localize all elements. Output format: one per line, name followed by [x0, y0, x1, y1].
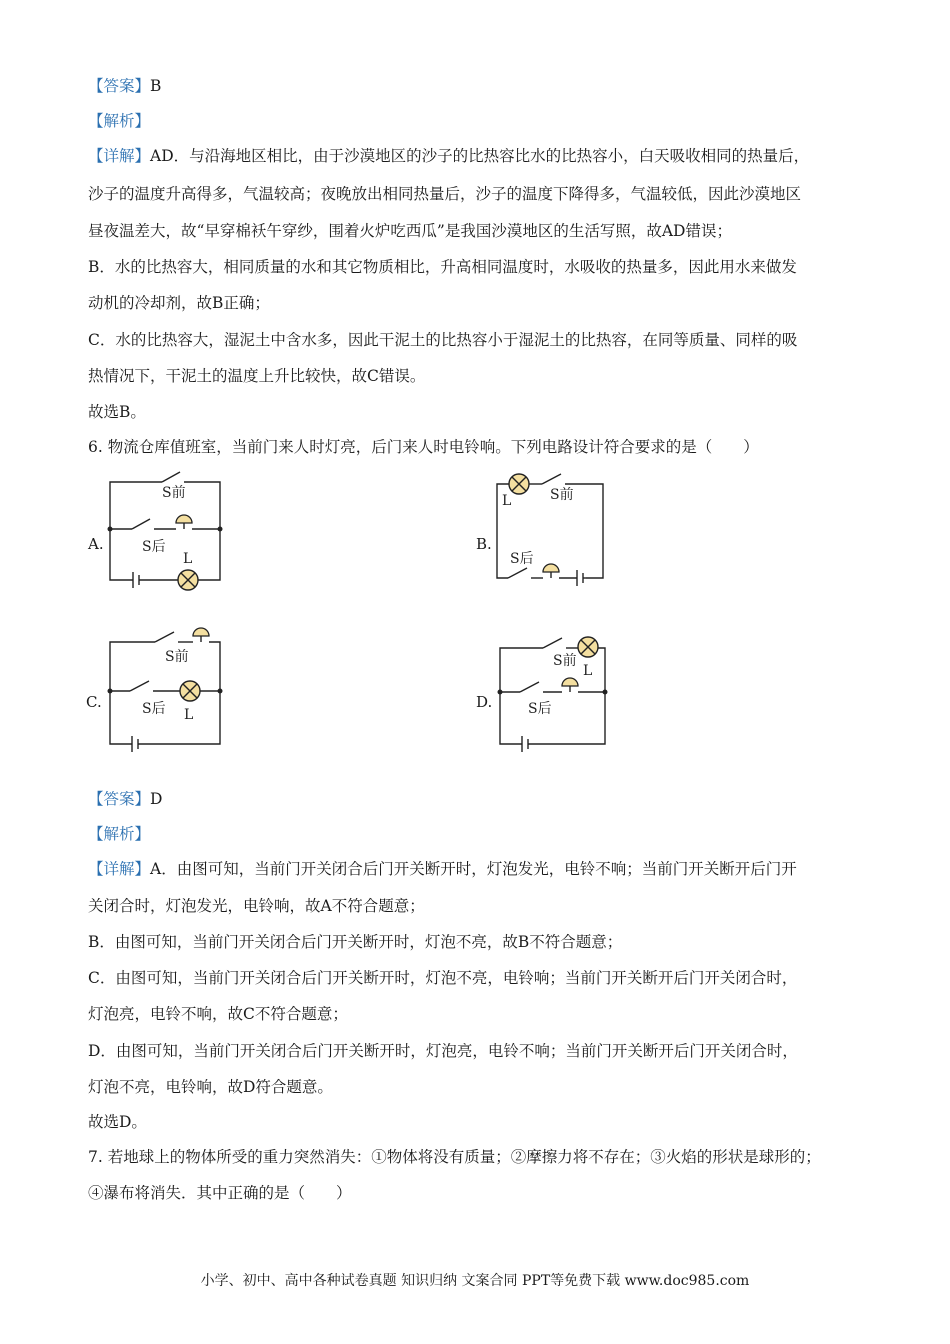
- wire: [500, 692, 522, 744]
- switch-front: [543, 638, 562, 648]
- option-a-label: A.: [88, 535, 104, 553]
- q7-stem: 7. 若地球上的物体所受的重力突然消失：①物体将没有质量；②摩擦力将不存在；③火焰的形状是球形的；: [88, 1148, 821, 1166]
- wire: [500, 648, 543, 692]
- detail-tag: 【详解】: [88, 147, 151, 165]
- lamp-label: L: [502, 493, 512, 509]
- q6-detail-line: [88, 858, 797, 880]
- switch-back-label: S后: [142, 701, 166, 717]
- q5-analysis-tag: 【解析】: [88, 112, 151, 130]
- switch-front-label: S前: [165, 649, 189, 665]
- q6-stem: 6. 物流仓库值班室，当前门来人时灯亮，后门来人时电铃响。下列电路设计符合要求的是（ ）: [88, 438, 759, 456]
- q5-detail-line: B．水的比热容大，相同质量的水和其它物质相比，升高相同温度时，水吸收的热量多，因此用水来做发: [88, 258, 797, 276]
- switch-back-label: S后: [142, 539, 166, 555]
- answer-value: D: [150, 790, 163, 808]
- switch-front-label: S前: [162, 485, 186, 501]
- q6-analysis-tag: 【解析】: [88, 825, 151, 843]
- wire: [528, 692, 605, 744]
- q5-detail-line: C．水的比热容大，湿泥土中含水多，因此干泥土的比热容小于湿泥土的比热容，在同等质量、同样的吸: [88, 331, 798, 349]
- q6-detail-line: 关闭合时，灯泡发光，电铃响，故A不符合题意；: [88, 897, 425, 915]
- lamp-label: L: [183, 551, 193, 567]
- bell-icon: [562, 678, 578, 692]
- answer-value: B: [150, 77, 162, 95]
- q6-detail-line: 灯泡亮，电铃不响，故C不符合题意；: [88, 1005, 348, 1023]
- lamp-label: L: [583, 663, 593, 679]
- answer-tag: 【答案】: [88, 790, 151, 808]
- q5-detail-line: 昼夜温差大，故“早穿棉袄午穿纱，围着火炉吃西瓜”是我国沙漠地区的生活写照，故AD错误；: [88, 222, 732, 240]
- q6-detail-line: B．由图可知，当前门开关闭合后门开关断开时，灯泡不亮，故B不符合题意；: [88, 933, 623, 951]
- text-line: A．由图可知，当前门开关闭合后门开关断开时，灯泡发光，电铃不响；当前门开关断开后门开: [150, 860, 797, 878]
- q5-detail-line: 沙子的温度升高得多，气温较高；夜晚放出相同热量后，沙子的温度下降得多，气温较低，因此沙漠地区: [88, 185, 802, 203]
- q6-conclusion: 故选D。: [88, 1113, 147, 1131]
- lamp-label: L: [184, 707, 194, 723]
- q6-detail-line: 灯泡不亮，电铃响，故D符合题意。: [88, 1078, 333, 1096]
- q5-detail-line: 动机的冷却剂，故B正确；: [88, 294, 270, 312]
- switch-back: [520, 682, 539, 692]
- q5-conclusion: 故选B。: [88, 403, 146, 421]
- wire: [598, 648, 605, 692]
- switch-back-label: S后: [510, 551, 534, 567]
- answer-tag: 【答案】: [88, 77, 151, 95]
- option-d-label: D.: [476, 693, 493, 711]
- lamp-icon: [578, 637, 598, 657]
- option-c-label: C.: [86, 693, 102, 711]
- q6-detail-line: C．由图可知，当前门开关闭合后门开关断开时，灯泡不亮，电铃响；当前门开关断开后门开关闭合时，: [88, 969, 798, 987]
- switch-front-label: S前: [553, 653, 577, 669]
- switch-front-label: S前: [550, 487, 574, 503]
- page-footer: 小学、初中、高中各种试卷真题 知识归纳 文案合同 PPT等免费下载 www.doc985.com: [200, 1273, 750, 1289]
- q5-detail-line: 热情况下，干泥土的温度上升比较快，故C错误。: [88, 367, 426, 385]
- switch-back-label: S后: [528, 701, 552, 717]
- text-line: AD．与沿海地区相比，由于沙漠地区的沙子的比热容比水的比热容小，白天吸收相同的热量后，: [150, 147, 810, 165]
- detail-tag: 【详解】: [88, 860, 151, 878]
- option-b-label: B.: [476, 535, 492, 553]
- q6-detail-line: D．由图可知，当前门开关闭合后门开关断开时，灯泡亮，电铃不响；当前门开关断开后门开关闭合时，: [88, 1042, 798, 1060]
- q7-stem: ④瀑布将消失．其中正确的是（ ）: [88, 1184, 352, 1202]
- q6-answer: [88, 788, 162, 810]
